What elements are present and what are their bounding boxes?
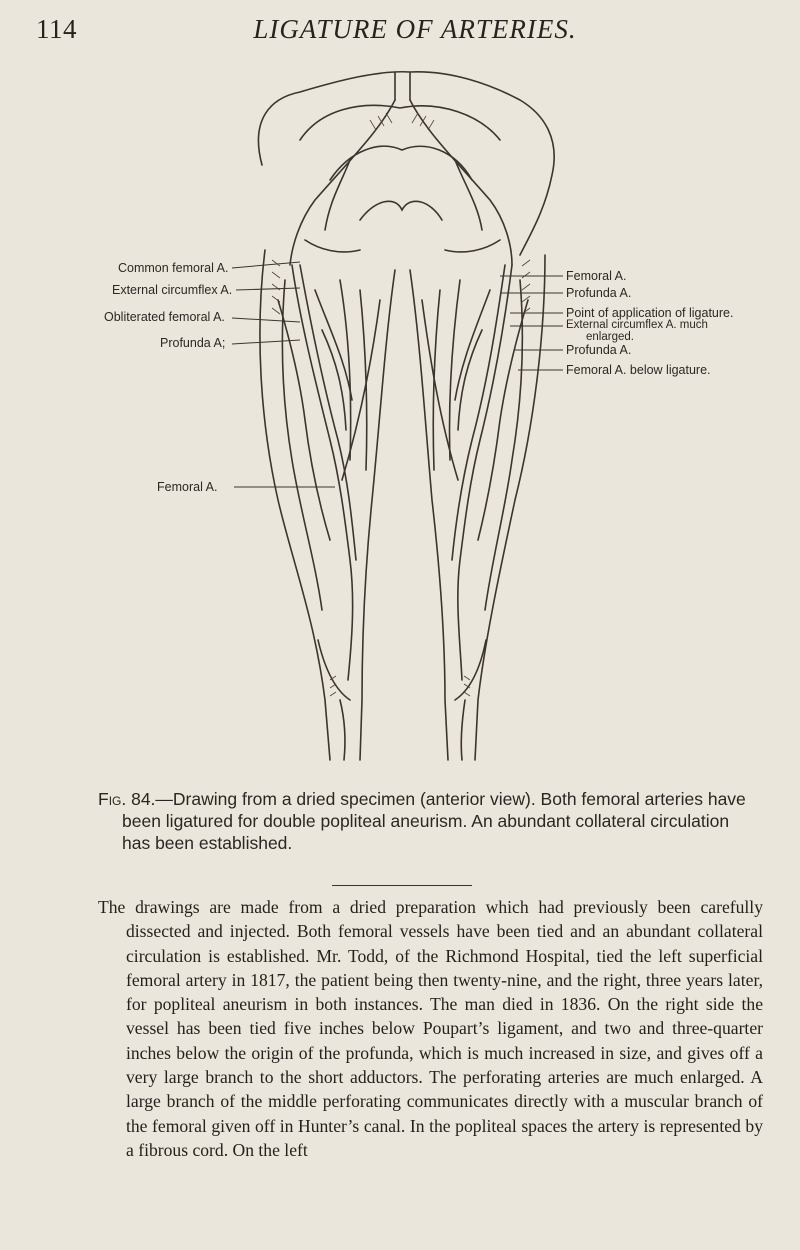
label-profunda-left: Profunda A; xyxy=(160,336,226,350)
label-external-circumflex-enlarged: External circumflex A. much xyxy=(566,319,708,331)
figure-number: Fig. 84. xyxy=(98,789,156,809)
label-profunda-right-2: Profunda A. xyxy=(566,343,632,357)
label-femoral-left: Femoral A. xyxy=(157,480,218,494)
label-profunda-right: Profunda A. xyxy=(566,286,632,300)
label-femoral-below-ligature: Femoral A. below ligature. xyxy=(566,363,711,377)
left-thigh-outer xyxy=(260,250,330,760)
label-enlarged: enlarged. xyxy=(586,331,634,343)
body-text xyxy=(98,895,763,1162)
section-divider xyxy=(332,885,472,886)
caption-text: —Drawing from a dried specimen (anterior view). Both femoral arteries have been ligatured for double popliteal aneurism. An abundant collateral circulation has been established. xyxy=(122,789,746,853)
page-number: 114 xyxy=(36,14,77,44)
label-obliterated-femoral: Obliterated femoral A. xyxy=(104,310,225,324)
label-point-of-ligature: Point of application of ligature. xyxy=(566,306,734,320)
figure-caption xyxy=(98,788,758,854)
aorta xyxy=(395,72,410,100)
label-femoral-right: Femoral A. xyxy=(566,269,627,283)
running-title: LIGATURE OF ARTERIES. xyxy=(253,14,577,44)
pelvis-outline xyxy=(258,72,554,255)
label-common-femoral: Common femoral A. xyxy=(118,261,229,275)
label-external-circumflex: External circumflex A. xyxy=(112,283,233,297)
left-thigh-inner xyxy=(360,270,395,760)
leader-obliterated xyxy=(232,318,300,322)
pelvis-inner xyxy=(300,105,500,140)
body-paragraph: The drawings are made from a dried preparation which had previously been carefully dissected and injected. Both femoral vessels have been tied and an abundant collateral circulation is established. Mr. Todd, of the Richmond Hospital, tied the left superficial femoral artery in 1817, the patient being then twenty-nine, and the right, three years later, for popliteal aneurism in both instances. The man died in 1836. On the right side the vessel has been tied five inches below Poupart’s ligament, and two and three-quarter inches below the origin of the profunda, which is much increased in size, and gives off a very large branch to the short adductors. The perforating arteries are much enlarged. A large branch of the middle perforating communicates directly with a muscular branch of the femoral given off in Hunter’s canal. In the popliteal spaces the artery is represented by a fibrous cord. On the left xyxy=(98,897,763,1160)
leader-ext-circumflex xyxy=(236,288,300,290)
